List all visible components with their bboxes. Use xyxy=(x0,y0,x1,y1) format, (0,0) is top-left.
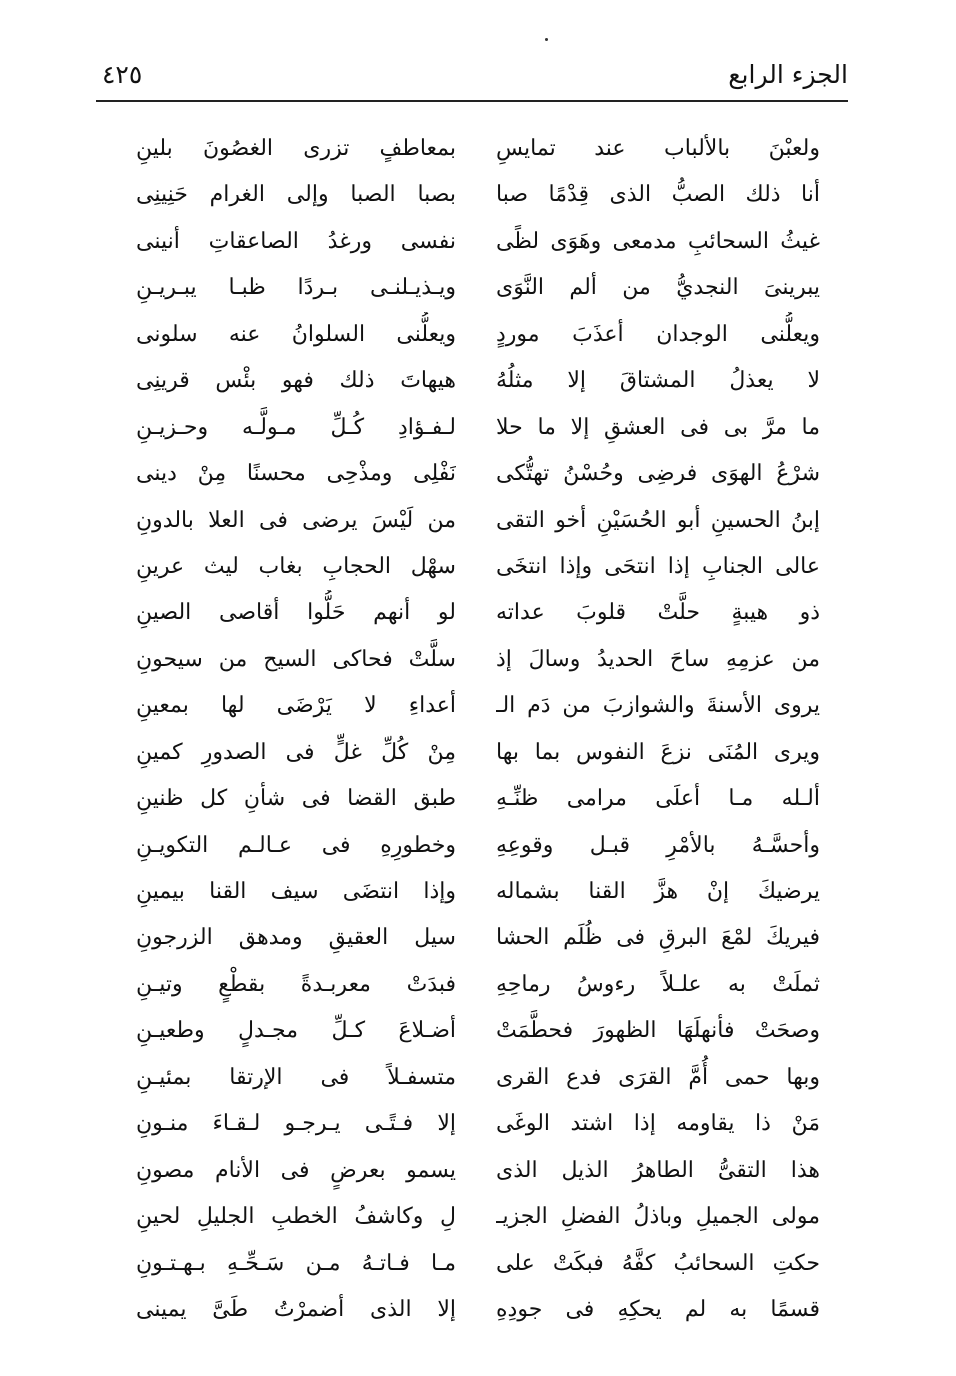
verse-line: سيل العقيقِ ومدهق الزرجونِ xyxy=(136,925,456,951)
verse-line: مولى الجميلِ وباذلُ الفضلِ الجزيـ xyxy=(496,1204,820,1230)
verse-line: نَفْلِى ومذْحِى محسنًا مِنْ دينى xyxy=(136,461,456,487)
verse-line: ثملَتْ به علـلاً رءوسُ رماحِهِ xyxy=(496,971,820,997)
verse-line: ويـذيـلنـى بـردًا ظبـا يبـريـنِ xyxy=(136,275,456,301)
verse-line: قسمًا به لم يحكِهِ فى جودِهِ xyxy=(496,1296,820,1322)
verse-line: هيهاتَ ذلك فهو بئْس قرينِى xyxy=(136,368,456,394)
verse-line: وصحَتْ فأنهلَهَا الظهورَ فحطَّمَتْ xyxy=(496,1018,820,1044)
verse-line: إبنُ الحسينِ أبو الحُسَيْنِ أخو التقى xyxy=(496,507,820,533)
verse-line: لا يعذلُ المشتاقَ إلا مثلُهُ xyxy=(496,368,820,394)
verse-line: وإذا انتضَى سيف القنا بيمينِ xyxy=(136,879,456,904)
verse-line: طبق القضا فى شأنِ كل ظنينِ xyxy=(136,786,456,812)
verse-line: لـفـؤادِ كُـلِّ مـولَّـه وحـزيـنِ xyxy=(136,414,456,440)
verse-line: ويعلُّنى الوجدان أعذَبَ موردٍ xyxy=(496,321,820,347)
verse-line: مـا فـاتـهُ مـن سَـحِّـهِ بـهـتـونِ xyxy=(136,1250,456,1276)
verse-line: يسمو بعرضٍ فى الأنام مصونِ xyxy=(136,1157,456,1183)
verse-line: هذا التقىُّ الطاهرُ الذيل الذى xyxy=(496,1157,820,1183)
verse-line: فيريكَ لمْعَ البرقِ فى ظُلَم الحشا xyxy=(496,925,820,951)
verse-line: فبدَتْ معربـدةً بقطْعٍ وتيـنِ xyxy=(136,971,456,997)
verse-line: متسفـلاً فى الإرتقا بمئيـنِ xyxy=(136,1064,456,1090)
verse-line: وخطورِهِ فى عـالـم التكويـنِ xyxy=(136,832,456,858)
verse-line: إلا الذى أضمرْتُ طَىَّ يمينى xyxy=(136,1296,456,1322)
verse-line: عالى الجنابِ إذا انتحَى وإذا انتخَى xyxy=(496,553,820,579)
verse-line: ويرى المُنَى نزعَ النفوس بما بها xyxy=(496,739,820,765)
verse-line: مِنْ كُلِّ غلٍّ فى الصدورِ كمينِ xyxy=(136,739,456,765)
verse-line: من لَيْسَ يرضى فى العلا بالدونِ xyxy=(136,507,456,533)
verse-line: يبرينىَ النجديُّ من ألم النَّوَى xyxy=(496,275,820,301)
verse-line: أنا ذلك الصبُّ الذى قِدْمًا صبا xyxy=(496,182,820,208)
verse-line: نفسى ورغدُ الصاعقاتِ أنينى xyxy=(136,228,456,254)
verse-line: ولعبْنَ بالألباب عند تمايسِ xyxy=(496,136,820,161)
verse-line: مَنْ ذا يقاومه إذا اشتد الوغَى xyxy=(496,1111,820,1137)
verse-line: شرْعُ الهوَى فرضِى وحُسْنُ تهتُّكى xyxy=(496,461,820,487)
poem-right-column xyxy=(496,126,820,1333)
poem-left-column xyxy=(136,126,456,1333)
verse-line: ذو هيبةٍ حلَّتْ قلوبَ عداته xyxy=(496,600,820,626)
verse-line: يرضيكَ إنْ هزَّ القنا بشماله xyxy=(496,879,820,904)
verse-line: أضـلاعَ كـلِّ مجـدلٍ وطعيـنِ xyxy=(136,1018,456,1044)
verse-line: من عزمِهِ ساحَ الحديدُ وسالَ إذ xyxy=(496,646,820,672)
verse-line: ألـله مـا أعلَى مرامى ظنِّـهِ xyxy=(496,786,820,812)
verse-line: ما مرَّ بى فى العشقِ إلا ما حلا xyxy=(496,414,820,440)
page-header xyxy=(96,56,848,102)
running-title: الجزء الرابع xyxy=(728,60,848,89)
verse-line: لو أنهم حَلُّوا أقاصى الصينِ xyxy=(136,600,456,626)
verse-line: إلا فـتًـى يـرجـو لـقـاءَ منـونِ xyxy=(136,1111,456,1137)
print-speck xyxy=(545,38,548,41)
page-number: ٤٢٥ xyxy=(102,60,143,89)
verse-line: غيثُ السحائبِ مدمعى وهَوَى لظًى xyxy=(496,228,820,254)
verse-line: أعداءِ لا يَرْضَى لها بمعينِ xyxy=(136,693,456,719)
verse-line: وأحسَّـهُ بالأمْرِ قبـل وقوعِهِ xyxy=(496,832,820,858)
verse-line: بمعاطفٍ تزرى الغصُونَ بلينِ xyxy=(136,136,456,161)
verse-line: سهْل الحجابِ بغاب ليث عرينِ xyxy=(136,553,456,579)
verse-line: سلَّتْ فحاكى السيح من سيحونِ xyxy=(136,646,456,672)
verse-line: بصبا الصبا وإلى الغرام حَنِينِى xyxy=(136,182,456,208)
verse-line: لِ وكاشفُ الخطبِ الجليلِ لحينِ xyxy=(136,1204,456,1230)
verse-line: يروى الأسنةَ والشوازبَ من دَم الـ xyxy=(496,693,820,719)
verse-line: وبها حمى أُمَّ القرَى فدع القرى xyxy=(496,1064,820,1090)
verse-line: ويعلُّنى السلوانُ عنه سلونى xyxy=(136,321,456,347)
verse-line: حكتِ السحائبُ كفَّهُ فبكَتْ على xyxy=(496,1250,820,1276)
